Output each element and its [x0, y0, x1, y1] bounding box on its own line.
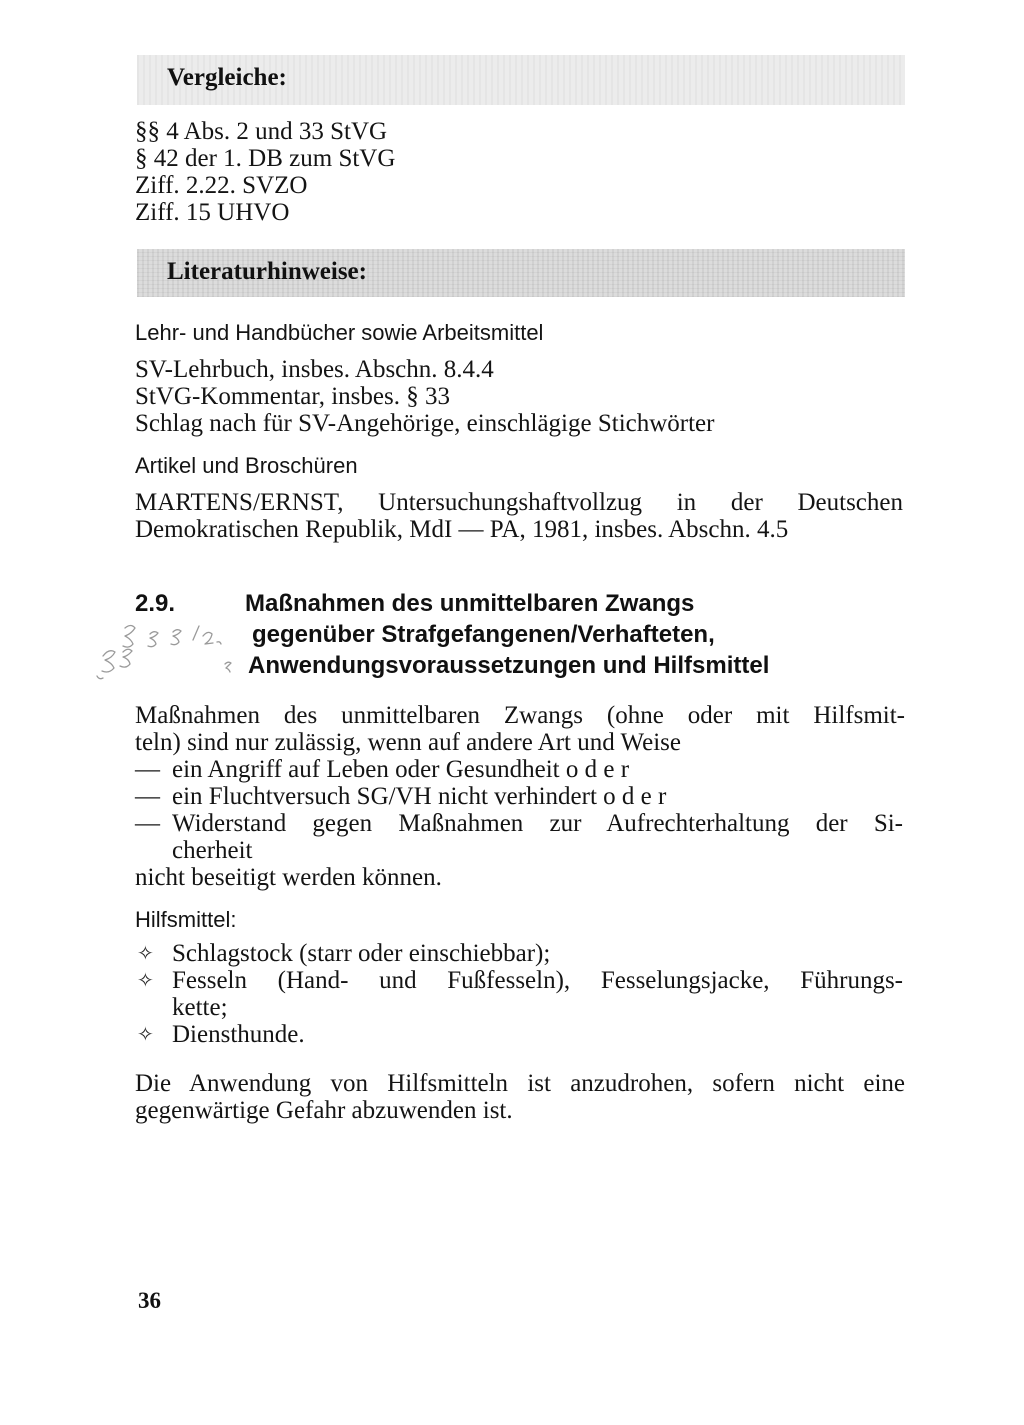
condition-item: Widerstand gegen Maßnahmen zur Aufrechterhaltung der Si-	[172, 810, 903, 837]
reference-line: §§ 4 Abs. 2 und 33 StVG	[135, 118, 388, 145]
body-line: Die Anwendung von Hilfsmitteln ist anzudrohen, sofern nicht eine	[135, 1070, 905, 1097]
dash-marker: —	[135, 756, 160, 783]
book-entry: Schlag nach für SV-Angehörige, einschlägige Stichwörter	[135, 410, 715, 437]
article-entry: MARTENS/ERNST, Untersuchungshaftvollzug in der Deutschen	[135, 489, 903, 516]
literatur-heading: Literaturhinweise:	[167, 258, 367, 285]
vergleiche-band	[137, 55, 905, 105]
body-line: teln) sind nur zulässig, wenn auf andere Art und Weise	[135, 729, 681, 756]
section-title-line: Anwendungsvoraussetzungen und Hilfsmittel	[248, 652, 770, 679]
hilfsmittel-item: Diensthunde.	[172, 1021, 305, 1048]
article-entry: Demokratischen Republik, MdI — PA, 1981, insbes. Abschn. 4.5	[135, 516, 789, 543]
condition-item-continued: cherheit	[172, 837, 253, 864]
reference-line: Ziff. 15 UHVO	[135, 199, 290, 226]
body-line: gegenwärtige Gefahr abzuwenden ist.	[135, 1097, 513, 1124]
condition-item: ein Angriff auf Leben oder Gesundheit o d e r	[172, 756, 630, 783]
section-title-line: Maßnahmen des unmittelbaren Zwangs	[245, 590, 695, 617]
hilfsmittel-item-continued: kette;	[172, 994, 228, 1021]
body-line: Maßnahmen des unmittelbaren Zwangs (ohne oder mit Hilfsmit-	[135, 702, 905, 729]
vergleiche-heading: Vergleiche:	[167, 64, 287, 91]
dash-marker: —	[135, 783, 160, 810]
diamond-bullet-icon: ✧	[137, 1022, 154, 1046]
books-subheading: Lehr- und Handbücher sowie Arbeitsmittel	[135, 320, 544, 345]
book-entry: StVG-Kommentar, insbes. § 33	[135, 383, 450, 410]
hilfsmittel-label: Hilfsmittel:	[135, 907, 237, 932]
section-number: 2.9.	[135, 590, 176, 617]
condition-item: ein Fluchtversuch SG/VH nicht verhindert o d e r	[172, 783, 667, 810]
diamond-bullet-icon: ✧	[137, 968, 154, 992]
handwritten-margin-note	[95, 618, 255, 688]
book-entry: SV-Lehrbuch, insbes. Abschn. 8.4.4	[135, 356, 494, 383]
dash-marker: —	[135, 810, 160, 837]
page-number: 36	[138, 1288, 161, 1313]
hilfsmittel-item: Fesseln (Hand- und Fußfesseln), Fesselungsjacke, Führungs-	[172, 967, 903, 994]
hilfsmittel-item: Schlagstock (starr oder einschiebbar);	[172, 940, 551, 967]
reference-line: § 42 der 1. DB zum StVG	[135, 145, 396, 172]
diamond-bullet-icon: ✧	[137, 941, 154, 965]
articles-subheading: Artikel und Broschüren	[135, 453, 358, 478]
section-title-line: gegenüber Strafgefangenen/Verhafteten,	[252, 621, 715, 648]
body-line: nicht beseitigt werden können.	[135, 864, 442, 891]
literatur-band	[137, 249, 905, 297]
reference-line: Ziff. 2.22. SVZO	[135, 172, 308, 199]
